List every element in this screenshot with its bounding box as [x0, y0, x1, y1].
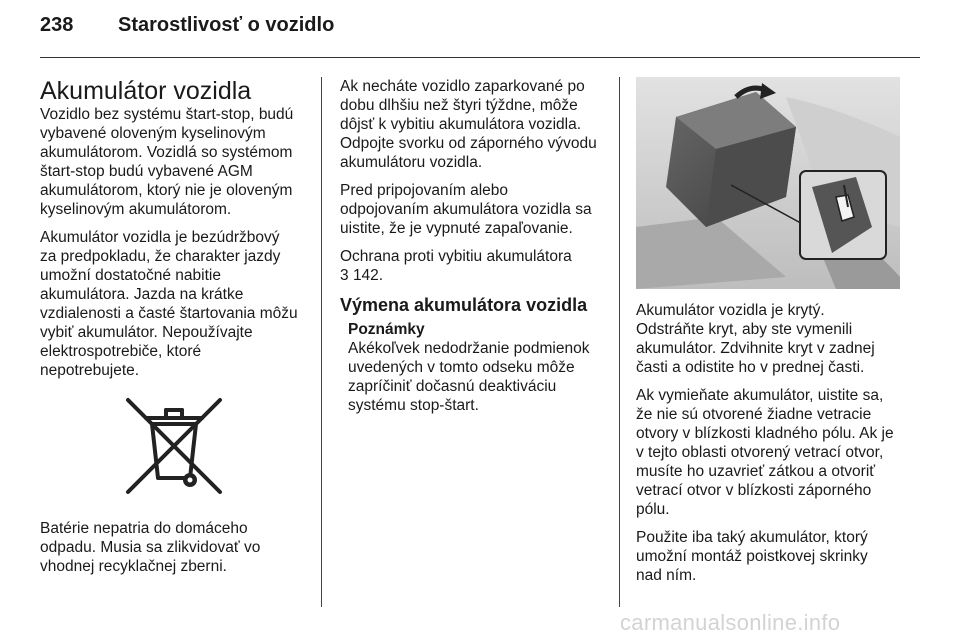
- discharge-protection-text: Ochrana proti vybitiu akumulátora: [340, 248, 572, 265]
- crossed-out-wheelie-bin-icon: [122, 394, 226, 498]
- page-reference-link[interactable]: 142.: [352, 267, 384, 284]
- note-block: [340, 320, 612, 415]
- column-2: [340, 77, 612, 424]
- paragraph-ignition-off: Pred pripojovaním alebo odpojovaním akumulátora vozidla sa uistite, že je vypnuté zapaľovanie.: [340, 182, 592, 237]
- note-title: Poznámky: [348, 321, 425, 338]
- watermark: carmanualsonline.info: [620, 610, 841, 635]
- paragraph-maintenance-free: Akumulátor vozidla je bezúdržbový za predpokladu, že charakter jazdy umožní dostatočné nabitie akumulátora. Jazda na krátke vzdialenosti a časté štartovania môžu vybiť akumulátor. Nepoužívajte elektrospotrebiče, ktoré nepotrebujete.: [40, 229, 298, 379]
- paragraph-battery-types: Vozidlo bez systému štart-stop, budú vybavené oloveným kyselinovým akumulátorom. Vozidlá so systémom štart-stop budú vybavené AGM akumulátorom, ktorý nie je oloveným kyselinovým akumulátorom.: [40, 106, 294, 218]
- page-reference-icon: 3: [340, 267, 349, 284]
- page-number: 238: [40, 14, 74, 36]
- paragraph-disposal: Batérie nepatria do domáceho odpadu. Musia sa zlikvidovať vo vhodnej recyklačnej zberni.: [40, 520, 261, 575]
- subsection-title: Výmena akumulátora vozidla: [340, 295, 588, 315]
- column-1: [40, 77, 308, 585]
- chapter-title: Starostlivosť o vozidlo: [118, 14, 335, 36]
- column-3: [636, 77, 920, 594]
- page-header: [40, 14, 920, 48]
- battery-cover-photo: [636, 77, 900, 289]
- column-divider-1: [321, 77, 322, 607]
- paragraph-vent-holes: Ak vymieňate akumulátor, uistite sa, že nie sú otvorené žiadne vetracie otvory v blízkosti kladného pólu. Ak je v tejto oblasti otvorený vetrací otvor, musíte ho uzavrieť zátkou a otvoriť vetrací otvor v blízkosti záporného pólu.: [636, 387, 894, 518]
- paragraph-cover-removal: Akumulátor vozidla je krytý. Odstráňte kryt, aby ste vymenili akumulátor. Zdvihnite kryt v zadnej časti a odistite ho v prednej časti.: [636, 302, 875, 376]
- column-divider-2: [619, 77, 620, 607]
- paragraph-discharge-protection: [340, 247, 612, 285]
- paragraph-fuse-box: Použite iba taký akumulátor, ktorý umožní montáž poistkovej skrinky nad ním.: [636, 529, 868, 584]
- note-text: Akékoľvek nedodržanie podmienok uvedených v tomto odseku môže zapríčiniť dočasnú deaktiváciu systému stop-štart.: [348, 340, 590, 414]
- section-title: Akumulátor vozidla: [40, 77, 252, 105]
- paragraph-long-parking: Ak necháte vozidlo zaparkované po dobu dlhšiu než štyri týždne, môže dôjsť k vybitiu akumulátora vozidla. Odpojte svorku od záporného vývodu akumulátoru vozidla.: [340, 78, 597, 171]
- recycle-icon-wrap: [40, 394, 308, 503]
- header-divider: [40, 57, 920, 58]
